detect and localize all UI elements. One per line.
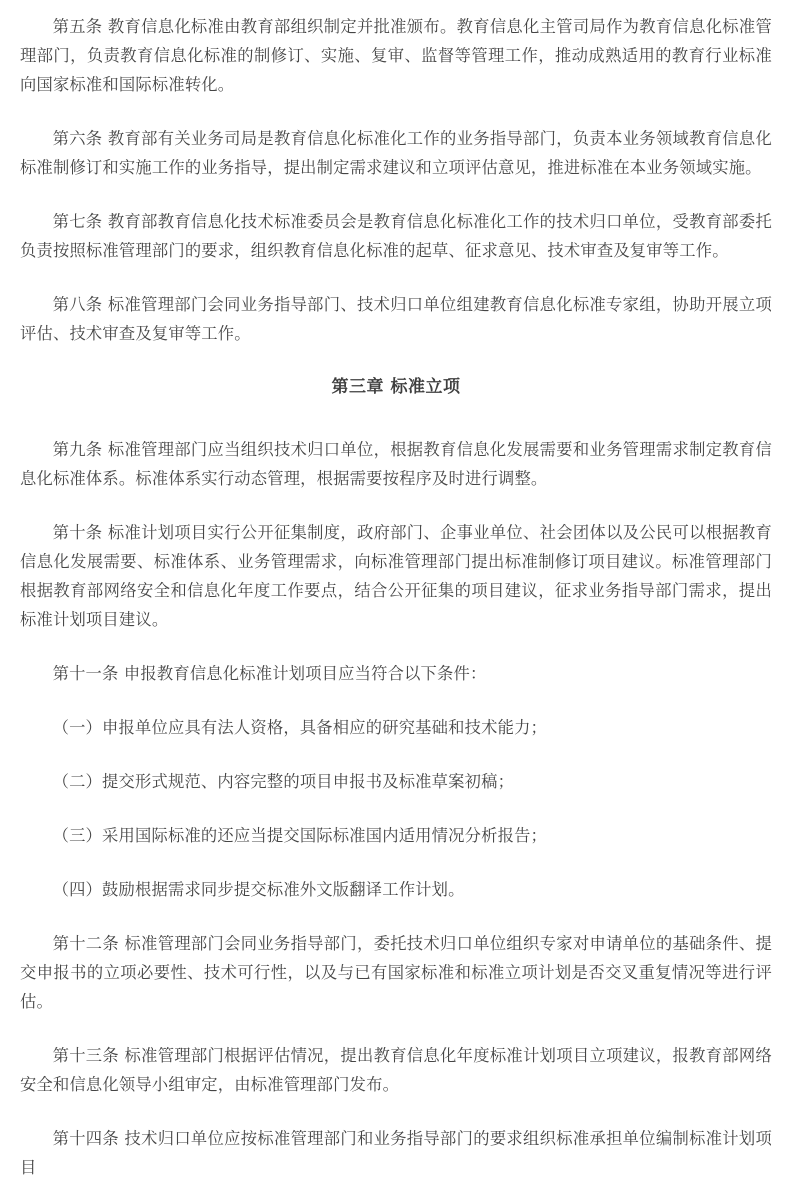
paragraph-article-6: 第六条 教育部有关业务司局是教育信息化标准化工作的业务指导部门，负责本业务领域教育信息化标准制修订和实施工作的业务指导，提出制定需求建议和立项评估意见，推进标准在本业务领域实施。 bbox=[20, 129, 772, 177]
paragraph-item-4: （四）鼓励根据需求同步提交标准外文版翻译工作计划。 bbox=[52, 880, 465, 899]
paragraph-item-2: （二）提交形式规范、内容完整的项目申报书及标准草案初稿； bbox=[52, 772, 515, 791]
chapter-3-heading: 第三章 标准立项 bbox=[331, 377, 461, 397]
paragraph-item-3: （三）采用国际标准的还应当提交国际标准国内适用情况分析报告； bbox=[52, 826, 548, 845]
paragraph-article-5: 第五条 教育信息化标准由教育部组织制定并批准颁布。教育信息化主管司局作为教育信息化标准管理部门，负责教育信息化标准的制修订、实施、复审、监督等管理工作，推动成熟适用的教育行业标准向国家标准和国际标准转化。 bbox=[20, 17, 772, 94]
paragraph-article-10: 第十条 标准计划项目实行公开征集制度，政府部门、企事业单位、社会团体以及公民可以根据教育信息化发展需要、标准体系、业务管理需求，向标准管理部门提出标准制修订项目建议。标准管理部门根据教育部网络安全和信息化年度工作要点，结合公开征集的项目建议，征求业务指导部门需求，提出标准计划项目建议。 bbox=[20, 523, 772, 629]
paragraph-article-11: 第十一条 申报教育信息化标准计划项目应当符合以下条件： bbox=[52, 664, 487, 683]
paragraph-article-14: 第十四条 技术归口单位应按标准管理部门和业务指导部门的要求组织标准承担单位编制标准计划项目 bbox=[20, 1129, 772, 1177]
paragraph-article-13: 第十三条 标准管理部门根据评估情况，提出教育信息化年度标准计划项目立项建议，报教育部网络安全和信息化领导小组审定，由标准管理部门发布。 bbox=[20, 1046, 772, 1094]
paragraph-item-1: （一）申报单位应具有法人资格，具备相应的研究基础和技术能力； bbox=[52, 718, 548, 737]
paragraph-article-8: 第八条 标准管理部门会同业务指导部门、技术归口单位组建教育信息化标准专家组，协助开展立项评估、技术审查及复审等工作。 bbox=[20, 295, 772, 343]
paragraph-article-9: 第九条 标准管理部门应当组织技术归口单位，根据教育信息化发展需要和业务管理需求制定教育信息化标准体系。标准体系实行动态管理，根据需要按程序及时进行调整。 bbox=[20, 440, 772, 488]
paragraph-article-12: 第十二条 标准管理部门会同业务指导部门，委托技术归口单位组织专家对申请单位的基础条件、提交申报书的立项必要性、技术可行性，以及与已有国家标准和标准立项计划是否交叉重复情况等进行评估。 bbox=[20, 934, 772, 1011]
paragraph-article-7: 第七条 教育部教育信息化技术标准委员会是教育信息化标准化工作的技术归口单位，受教育部委托负责按照标准管理部门的要求，组织教育信息化标准的起草、征求意见、技术审查及复审等工作。 bbox=[20, 212, 772, 260]
